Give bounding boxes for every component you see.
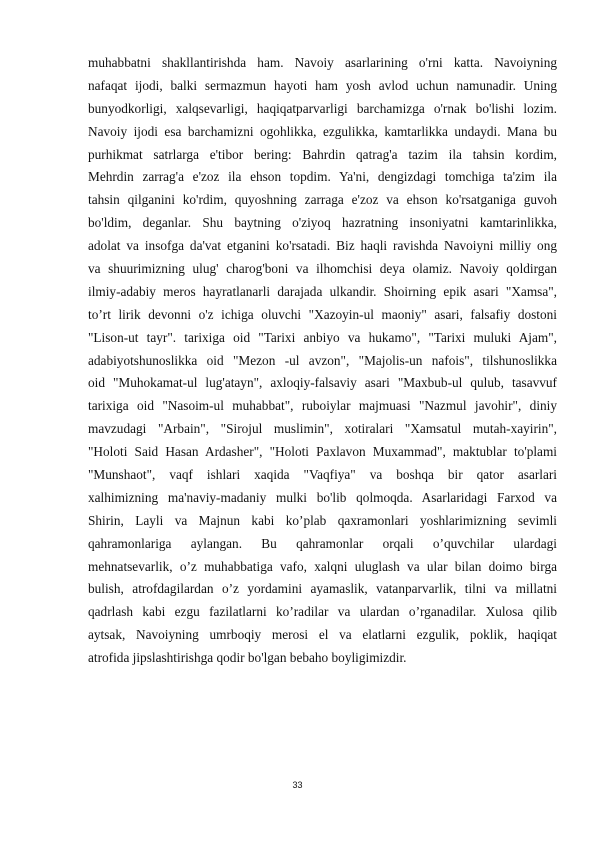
text-line-8: bo'ldim, deganlar. Shu baytning o'ziyoq hazratning insoniyatni kamtarinlikka, [88, 215, 557, 231]
body-text [88, 52, 557, 670]
text-line-13: "Lison-ut tayr". tarixiga oid "Tarixi anbiyo va hukamo", "Tarixi muluki Ajam", [88, 329, 557, 345]
text-line-18: "Holoti Said Hasan Ardasher", "Holoti Paxlavon Muxammad", maktublar to'plami [88, 444, 557, 460]
text-line-3: bunyodkorligi, xalqsevarligi, haqiqatparvarligi barchamizga o'rnak bo'lishi lozim. [88, 100, 557, 116]
text-line-15: oid "Muhokamat-ul lug'atayn", axloqiy-falsaviy asari "Maxbub-ul qulub, tasavvuf [88, 375, 557, 391]
text-line-12: to’rt lirik devonni o'z ichiga oluvchi "Xazoyin-ul maoniy" asari, falsafiy dostoni [88, 306, 557, 322]
text-line-27: atrofida jipslashtirishga qodir bo'lgan bebaho boyligimizdir. [88, 650, 407, 666]
text-line-24: bulish, atrofdagilardan o’z yordamini ayamaslik, vatanparvarlik, tilni va millatni [88, 581, 557, 597]
text-line-19: "Munshaot", vaqf ishlari xaqida "Vaqfiya" va boshqa bir qator asarlari [88, 467, 557, 483]
text-line-26: aytsak, Navoiyning umrboqiy merosi el va elatlarni ezgulik, poklik, haqiqat [88, 627, 557, 643]
text-line-16: tarixiga oid "Nasoim-ul muhabbat", ruboiylar majmuasi "Nazmul javohir", diniy [88, 398, 557, 414]
text-line-9: adolat va insofga da'vat etganini ko'rsatadi. Biz haqli ravishda Navoiyni milliy ong [88, 238, 557, 254]
text-line-17: mavzudagi "Arbain", "Sirojul muslimin", xotiralari "Xamsatul mutah-xayirin", [88, 421, 557, 437]
text-line-4: Navoiy ijodi esa barchamizni ogohlikka, ezgulikka, kamtarlikka undaydi. Mana bu [88, 123, 557, 139]
text-line-5: purhikmat satrlarga e'tibor bering: Bahrdin qatrag'a tazim ila tahsin kordim, [88, 146, 557, 162]
text-line-11: ilmiy-adabiy meros hayratlanarli darajada ulkandir. Shoirning epik asari "Xamsa", [88, 283, 557, 299]
text-line-1: muhabbatni shakllantirishda ham. Navoiy asarlarining o'rni katta. Navoiyning [88, 55, 557, 70]
text-line-7: tahsin qilganini ko'rdim, quyoshning zarraga e'zoz va ehson ko'rsatganiga guvoh [88, 192, 557, 208]
text-line-6: Mehrdin zarrag'a e'zoz ila ehson topdim. Ya'ni, dengizdagi tomchiga ta'zim ila [88, 169, 557, 185]
page-number: 33 [292, 780, 303, 790]
text-line-10: va shuurimizning ulug' charog'boni va ilhomchisi deya olamiz. Navoiy qoldirgan [88, 261, 557, 277]
text-line-22: qahramonlariga aylangan. Bu qahramonlar orqali o’quvchilar ulardagi [88, 535, 557, 551]
text-line-25: qadrlash kabi ezgu fazilatlarni ko’radilar va ulardan o’rganadilar. Xulosa qilib [88, 604, 557, 620]
text-line-21: Shirin, Layli va Majnun kabi ko’plab qaxramonlari yoshlarimizning sevimli [88, 512, 557, 528]
text-line-2: nafaqat ijodi, balki sermazmun hayoti ham yosh avlod uchun namunadir. Uning [88, 77, 557, 93]
text-line-23: mehnatsevarlik, o’z muhabbatiga vafo, xalqni uluglash va ular bilan doimo birga [88, 558, 557, 574]
text-line-20: xalhimizning ma'naviy-madaniy mulki bo'lib qolmoqda. Asarlaridagi Farxod va [88, 489, 557, 505]
text-line-14: adabiyotshunoslikka oid "Mezon -ul avzon", "Majolis-un nafois", tilshunoslikka [88, 352, 557, 368]
